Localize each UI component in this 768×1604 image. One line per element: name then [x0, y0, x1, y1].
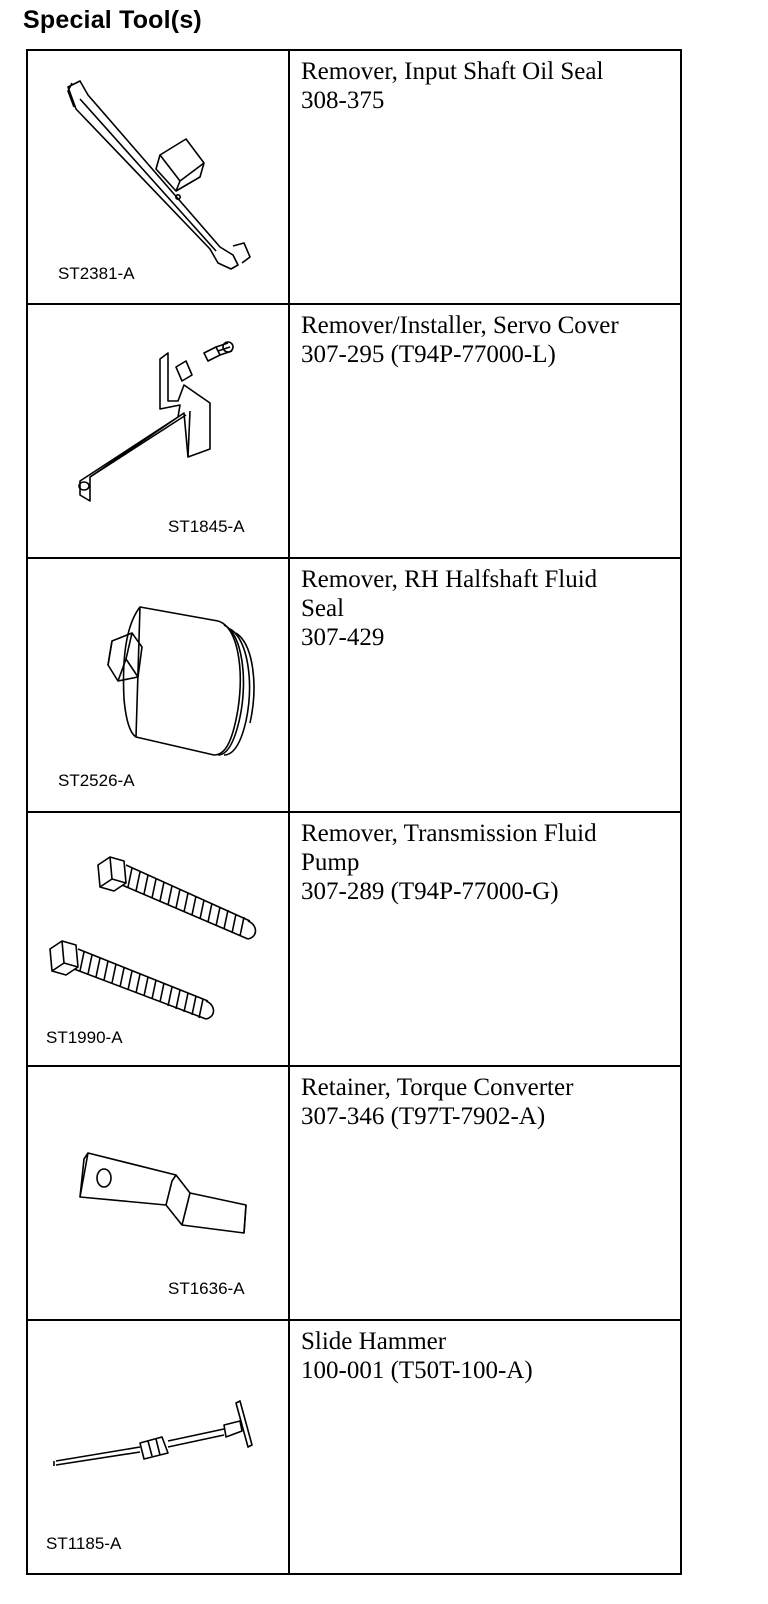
- tool-name: Retainer, Torque Converter: [301, 1074, 574, 1101]
- tool-number: 307-295 (T94P-77000-L): [301, 341, 556, 368]
- table-row: [27, 304, 681, 558]
- illustration-code: ST1990-A: [46, 1028, 123, 1047]
- tool-illustration-cell: [27, 1320, 289, 1574]
- tool-number: 100-001 (T50T-100-A): [301, 1357, 533, 1384]
- tool-name: Remover, Input Shaft Oil Seal: [301, 58, 604, 85]
- table-row: [27, 812, 681, 1066]
- tool-description: [289, 1066, 681, 1320]
- tool-illustration-cell: [27, 812, 289, 1066]
- tool-description: [289, 50, 681, 304]
- tool-description: [289, 304, 681, 558]
- table-row: [27, 1320, 681, 1574]
- tool-name-line-1: Remover, Transmission Fluid: [301, 820, 597, 847]
- seal-remover-icon: [28, 51, 288, 297]
- servo-cover-tool-icon: [28, 305, 288, 551]
- tool-name: Slide Hammer: [301, 1328, 447, 1355]
- tool-illustration-cell: [27, 50, 289, 304]
- tool-name: Remover/Installer, Servo Cover: [301, 312, 619, 339]
- tool-illustration-cell: [27, 304, 289, 558]
- tool-description: [289, 812, 681, 1066]
- bracket-retainer-icon: [28, 1067, 288, 1313]
- tool-description: [289, 1320, 681, 1574]
- page-title: Special Tool(s): [23, 6, 202, 34]
- illustration-code: ST1845-A: [168, 517, 245, 536]
- tool-number: 308-375: [301, 87, 385, 114]
- illustration-code: ST1185-A: [46, 1534, 122, 1553]
- special-tools-table: [26, 49, 682, 1575]
- slide-hammer-icon: [28, 1321, 288, 1567]
- table-row: [27, 50, 681, 304]
- tool-number: 307-429: [301, 624, 385, 651]
- tool-name-line-1: Remover, RH Halfshaft Fluid: [301, 566, 598, 593]
- tool-illustration-cell: [27, 1066, 289, 1320]
- illustration-code: ST2526-A: [58, 771, 135, 790]
- threaded-bolts-icon: [28, 813, 288, 1059]
- table-row: [27, 558, 681, 812]
- halfshaft-seal-remover-icon: [28, 559, 288, 805]
- tool-number: 307-289 (T94P-77000-G): [301, 878, 559, 905]
- illustration-code: ST1636-A: [168, 1279, 245, 1298]
- tool-name-line-2: Seal: [301, 595, 345, 622]
- tool-name-line-2: Pump: [301, 849, 360, 876]
- tool-illustration-cell: [27, 558, 289, 812]
- tool-description: [289, 558, 681, 812]
- tool-number: 307-346 (T97T-7902-A): [301, 1103, 546, 1130]
- illustration-code: ST2381-A: [58, 264, 135, 283]
- table-row: [27, 1066, 681, 1320]
